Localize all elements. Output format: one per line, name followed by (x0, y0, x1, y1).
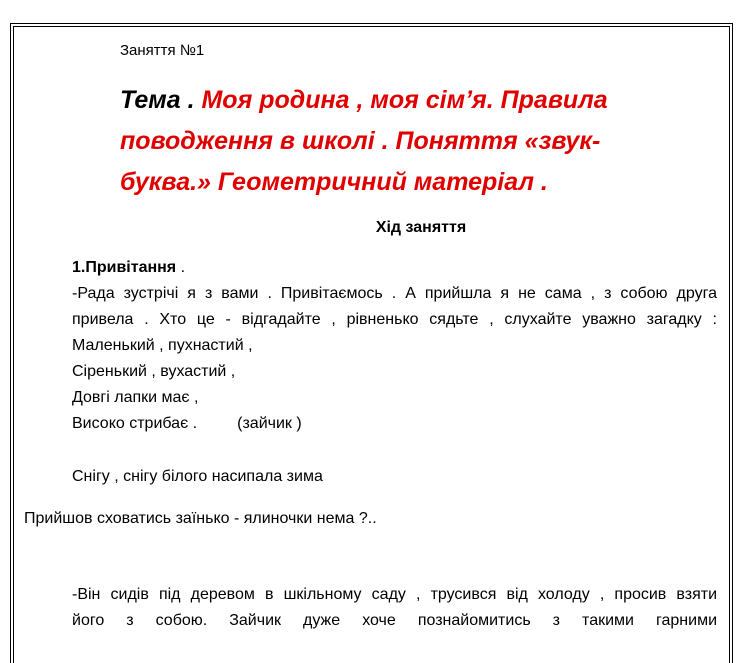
topic-text-2: поводження в школі . Поняття «звук- (120, 127, 601, 155)
topic-label: Тема . (120, 86, 202, 114)
riddle-answer: (зайчик ) (237, 415, 302, 432)
riddle-line-1: Маленький , пухнастий , (72, 337, 253, 354)
lesson-topic (120, 80, 680, 203)
topic-line-1 (120, 80, 680, 121)
riddle-line-4 (72, 411, 302, 437)
story-line-1: -Він сидів під деревом в шкільному саду , трусився від холоду , просив взяти (72, 586, 717, 603)
section-heading (72, 255, 185, 281)
story-line-2: його з собою. Зайчик дуже хоче познайомитись з такими гарними (72, 612, 717, 629)
paragraph-line-2: привела . Хто це - відгадайте , рівненько сядьте , слухайте уважно загадку : (72, 311, 717, 328)
section-heading-label: 1.Привітання (72, 259, 177, 276)
poem-line-1: Снігу , снігу білого насипала зима (72, 468, 323, 485)
topic-text-3: буква.» Геометричний матеріал . (120, 168, 548, 196)
riddle-line-2: Сіренький , вухастий , (72, 363, 236, 380)
riddle-line-3: Довгі лапки має , (72, 389, 199, 406)
poem-line-2: Прийшов сховатись заїнько - ялиночки нема ?.. (24, 510, 377, 527)
riddle-line-4-text: Високо стрибає . (72, 415, 198, 432)
lesson-number: Заняття №1 (120, 42, 205, 59)
section-heading-suffix: . (176, 259, 186, 276)
paragraph-line-1: -Рада зустрічі я з вами . Привітаємось . А прийшла я не сама , з собою друга (72, 285, 717, 302)
topic-text-1: Моя родина , моя сім’я. Правила (201, 86, 608, 114)
lesson-plan-title: Хід заняття (375, 219, 467, 236)
